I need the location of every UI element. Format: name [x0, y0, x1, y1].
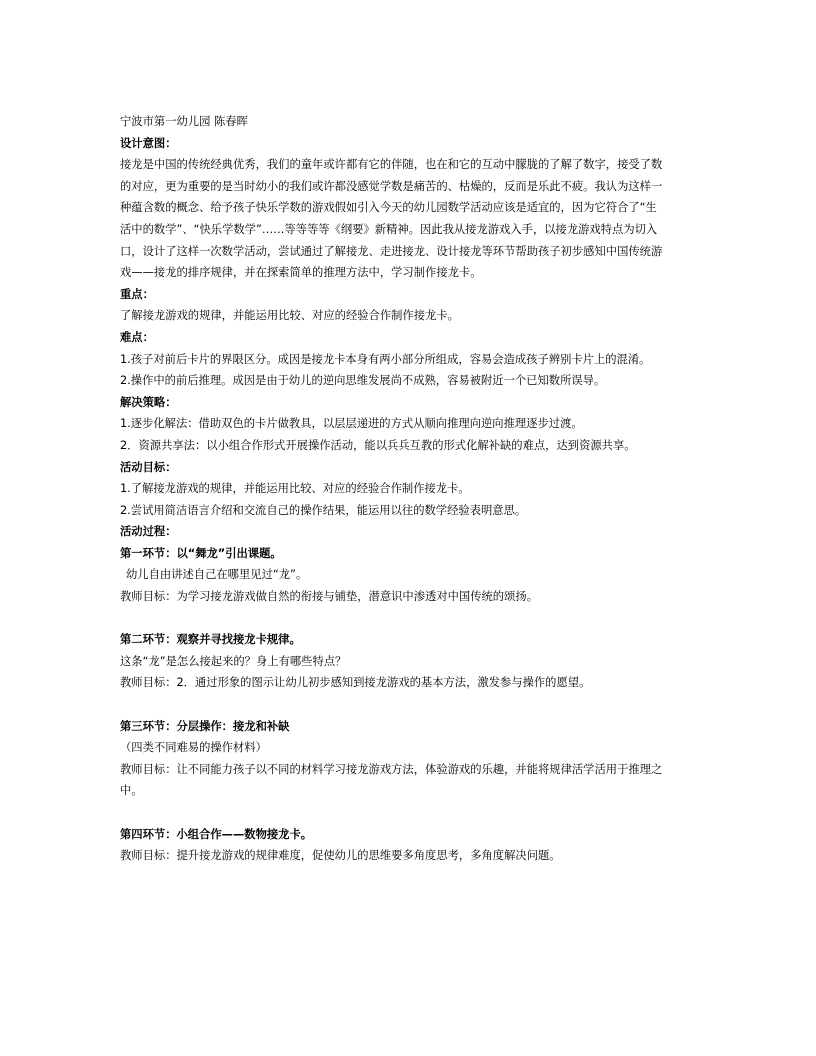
step3-title: 第三环节：分层操作：接龙和补缺: [120, 719, 290, 733]
author-line: 宁波市第一幼儿园 陈春晖: [120, 115, 248, 128]
difficulty-heading: 难点：: [120, 330, 154, 344]
step4-goal: 教师目标：提升接龙游戏的规律难度，促使幼儿的思维要多角度思考，多角度解决问题。: [120, 849, 561, 863]
design-paragraph-line: 口，设计了这样一次数学活动，尝试通过了解接龙、走进接龙、设计接龙等环节帮助孩子初步感知中国传统游: [120, 244, 663, 258]
strategy-item: 1.逐步化解法：借助双色的卡片做教具，以层层递进的方式从顺向推理向逆向推理逐步过渡。: [120, 417, 583, 431]
strategy-item: 2．资源共享法：以小组合作形式开展操作活动，能以兵兵互教的形式化解补缺的难点，达到资源共享。: [120, 438, 636, 452]
step4-title: 第四环节：小组合作——数物接龙卡。: [120, 827, 313, 841]
design-heading: 设计意图：: [120, 136, 177, 150]
goals-item: 2.尝试用简洁语言介绍和交流自己的操作结果，能运用以往的数学经验表明意思。: [120, 503, 527, 517]
strategy-heading: 解决策略：: [120, 395, 177, 409]
key-point-text: 了解接龙游戏的规律，并能运用比较、对应的经验合作制作接龙卡。: [120, 309, 459, 323]
design-paragraph-line: 活中的数学”、“快乐学数学”……等等等等《纲要》新精神。因此我从接龙游戏入手，以接龙游戏特点为切入: [120, 222, 658, 236]
step2-line: 这条“龙”是怎么接起来的？身上有哪些特点？: [120, 654, 347, 668]
process-heading: 活动过程：: [120, 525, 177, 539]
step1-title: 第一环节：以“舞龙”引出课题。: [120, 546, 282, 560]
goals-item: 1.了解接龙游戏的规律，并能运用比较、对应的经验合作制作接龙卡。: [120, 482, 470, 496]
step1-goal: 教师目标：为学习接龙游戏做自然的衔接与铺垫，潜意识中渗透对中国传统的颂扬。: [120, 590, 538, 604]
spacer: [120, 802, 706, 824]
spacer: [120, 608, 706, 630]
design-paragraph-line: 接龙是中国的传统经典优秀，我们的童年或许都有它的伴随，也在和它的互动中朦胧的了解了数字，接受了数: [120, 158, 663, 172]
difficulty-item: 2.操作中的前后推理。成因是由于幼儿的逆向思维发展尚不成熟，容易被附近一个已知数所误导。: [120, 374, 606, 388]
difficulty-item: 1.孩子对前后卡片的界限区分。成因是接龙卡本身有两小部分所组成，容易会造成孩子辨别卡片上的混淆。: [120, 352, 651, 366]
spacer: [120, 694, 706, 716]
step1-line: 幼儿自由讲述自己在哪里见过“龙”。: [126, 568, 308, 582]
goals-heading: 活动目标：: [120, 460, 177, 474]
step3-goal-line: 教师目标：让不同能力孩子以不同的材料学习接龙游戏方法，体验游戏的乐趣，并能将规律活学活用于推理之: [120, 762, 663, 776]
design-paragraph-line: 戏——接龙的排序规律，并在探索简单的推理方法中，学习制作接龙卡。: [120, 266, 482, 280]
design-paragraph-line: 种蕴含数的概念、给予孩子快乐学数的游戏假如引入今天的幼儿园数学活动应该是适宜的，因为它符合了“生: [120, 201, 657, 215]
step2-title: 第二环节：观察并寻找接龙卡规律。: [120, 633, 301, 647]
design-paragraph-line: 的对应，更为重要的是当时幼小的我们或许都没感觉学数是痛苦的、枯燥的，反而是乐此不疲。我认为这样一: [120, 179, 663, 193]
step2-goal: 教师目标：2．通过形象的图示让幼儿初步感知到接龙游戏的基本方法，激发参与操作的愿望。: [120, 676, 591, 690]
step3-goal-line: 中。: [120, 784, 143, 798]
key-point-heading: 重点：: [120, 287, 154, 301]
step3-line: （四类不同难易的操作材料）: [120, 741, 267, 755]
